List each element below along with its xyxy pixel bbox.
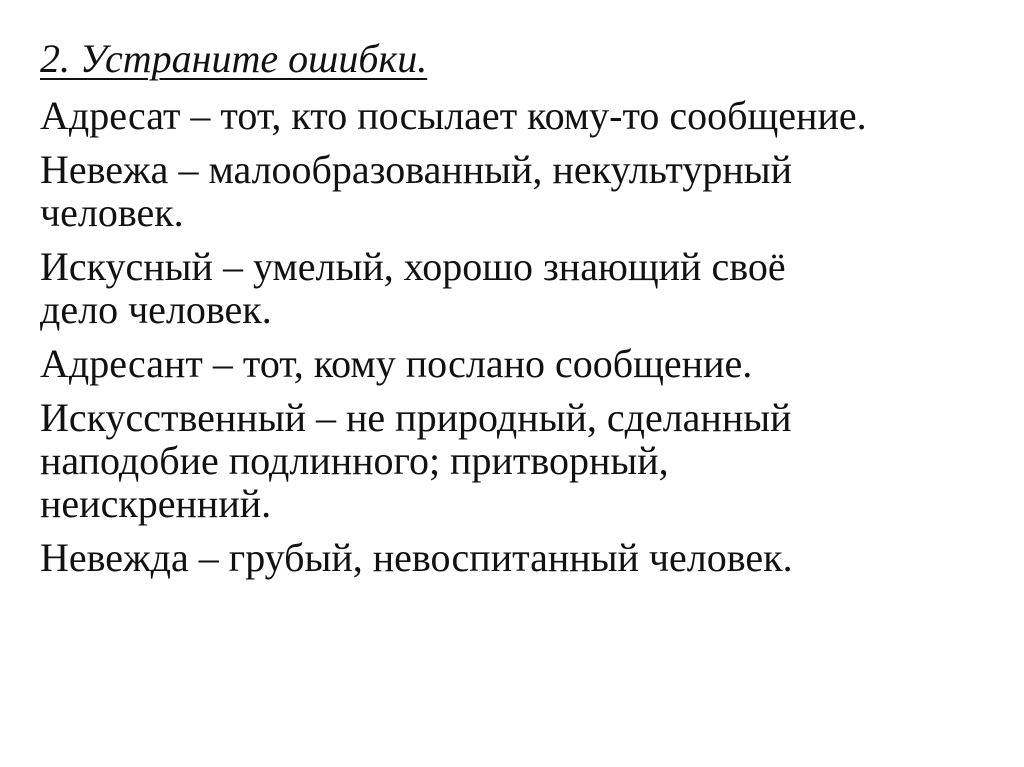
definition-item-addresser <box>40 342 1000 385</box>
definition-line: Адресат – тот, кто посылает кому-то сообщение. <box>40 93 867 138</box>
definition-line: Невежда – грубый, невоспитанный человек. <box>40 535 793 580</box>
definition-item-artificial <box>40 396 1000 525</box>
definition-line: наподобие подлинного; притворный, <box>40 438 669 483</box>
definition-item-ignoramus <box>40 148 1000 234</box>
definition-item-skillful <box>40 245 1000 331</box>
definition-line: человек. <box>40 190 184 235</box>
definition-line: неискренний. <box>40 481 272 526</box>
definition-line: Искусственный – не природный, сделанный <box>40 395 792 440</box>
definition-item-boor <box>40 536 1000 579</box>
definition-line: Адресант – тот, кому послано сообщение. <box>40 341 753 386</box>
definition-item-addressee <box>40 94 1000 137</box>
slide-title: 2. Устраните ошибки. <box>40 36 428 81</box>
definition-line: Невежа – малообразованный, некультурный <box>40 147 793 192</box>
definition-line: дело человек. <box>40 287 272 332</box>
slide-content <box>40 34 1000 590</box>
definition-line: Искусный – умелый, хорошо знающий своё <box>40 244 786 289</box>
